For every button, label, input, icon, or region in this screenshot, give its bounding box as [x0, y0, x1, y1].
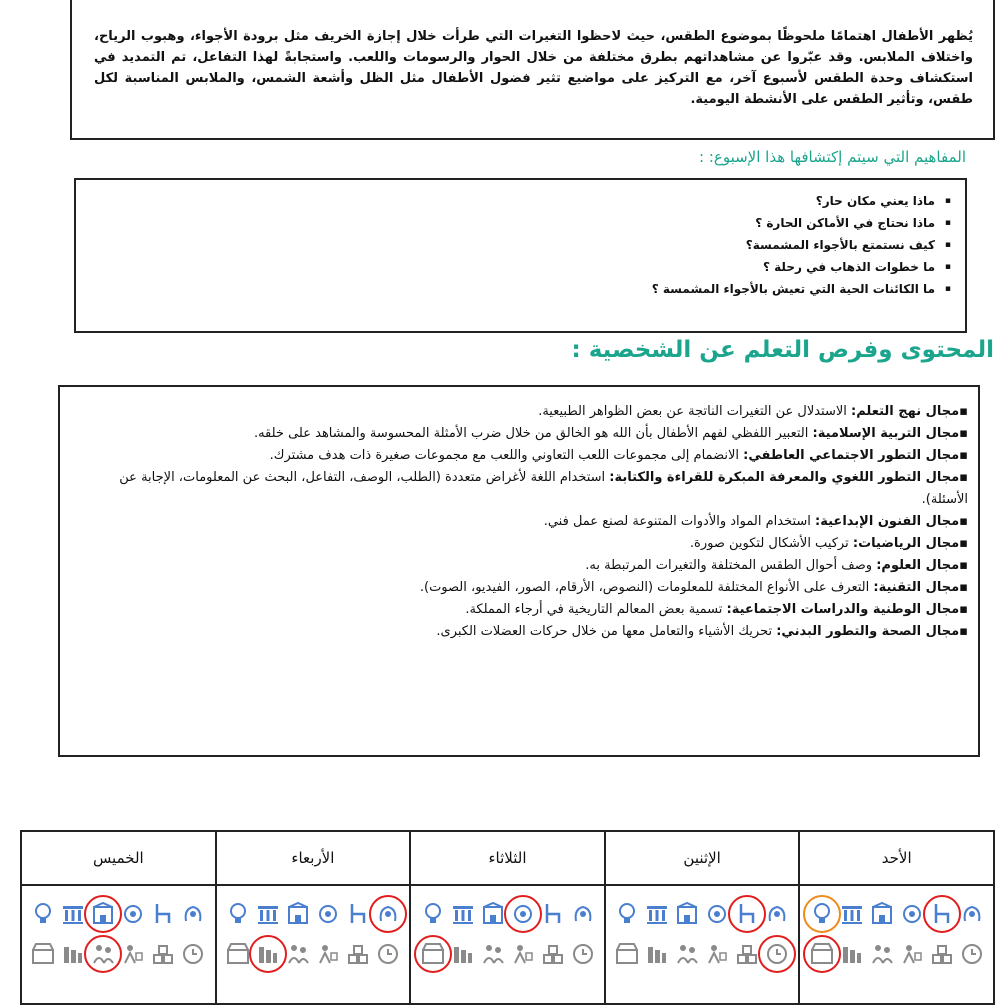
- building-icon: [285, 901, 311, 927]
- books-icon: [644, 941, 670, 967]
- concept-item: ▪ ما الكائنات الحية التي تعيش بالأجواء المشمسة ؟: [90, 278, 935, 300]
- notes-text: يُظهر الأطفال اهتمامًا ملحوظًا بموضوع الطقس، حيث لاحظوا التغيرات التي طرأت خلال إجازة الخريف مثل برودة الأجواء، وهبوب الرياح، واختلاف الملابس. وقد عبّروا عن مشاهداتهم بطرق مختلفة من خلال الحوار والرسومات واللعب. واستجابةً لهذا التفاعل، تم التمديد في استكشاف وحدة الطقس لأسبوع آخر، مع التركيز على مواضيع تثير فضول الأطفال مثل الظل وأشعة الشمس، والملابس المناسبة لكل طقس، وتأثير الطقس على الأنشطة اليومية.: [94, 29, 973, 107]
- concept-item: ▪ ما خطوات الذهاب في رحلة ؟: [90, 256, 935, 278]
- lightbulb-icon: [614, 901, 640, 927]
- columns-icon: [644, 901, 670, 927]
- columns-icon: [255, 901, 281, 927]
- center-icons-row: [217, 934, 410, 974]
- books-icon: [255, 941, 281, 967]
- books-icon: [839, 941, 865, 967]
- content-item-label: مجال الرياضيات:: [852, 536, 960, 551]
- concept-item: ▪ ماذا نحتاج في الأماكن الحارة ؟: [90, 212, 935, 234]
- columns-icon: [839, 901, 865, 927]
- puzzle-icon: [510, 901, 536, 927]
- center-icons-row: [606, 934, 799, 974]
- store-icon: [225, 941, 251, 967]
- day-cell-thursday: [21, 885, 216, 1004]
- columns-icon: [450, 901, 476, 927]
- selection-circle: [414, 935, 452, 973]
- reading-icon: [510, 941, 536, 967]
- content-item: ▪مجال التقنية: التعرف على الأنواع المختلفة للمعلومات (النصوص، الأرقام، الصور، الفيديو، الصوت).: [419, 580, 968, 595]
- puzzle-icon: [899, 901, 925, 927]
- content-item-label: مجال التطور الاجتماعي العاطفي:: [743, 448, 960, 463]
- store-icon: [420, 941, 446, 967]
- person-icon: [180, 901, 206, 927]
- center-icons-row: [217, 894, 410, 934]
- content-item-text: تسمية بعض المعالم التاريخية في أرجاء المملكة.: [465, 602, 727, 617]
- content-list: [80, 401, 968, 643]
- building-icon: [674, 901, 700, 927]
- content-item-text: التعرف على الأنواع المختلفة للمعلومات (النصوص، الأرقام، الصور، الفيديو، الصوت).: [419, 580, 874, 595]
- content-item-text: تركيب الأشكال لتكوين صورة.: [689, 536, 853, 551]
- day-header-tuesday: الثلاثاء: [410, 831, 605, 885]
- chair-icon: [540, 901, 566, 927]
- selection-circle: [249, 935, 287, 973]
- content-item: ▪مجال نهج التعلم: الاستدلال عن التغيرات الناتجة عن بعض الظواهر الطبيعية.: [538, 404, 968, 419]
- content-item: ▪مجال العلوم: وصف أحوال الطقس المختلفة والتغيرات المرتبطة به.: [585, 558, 968, 573]
- building-icon: [869, 901, 895, 927]
- selection-circle: [84, 935, 122, 973]
- books-icon: [60, 941, 86, 967]
- content-item-label: مجال نهج التعلم:: [851, 404, 960, 419]
- blocks-icon: [734, 941, 760, 967]
- content-item-label: مجال الوطنية والدراسات الاجتماعية:: [726, 602, 960, 617]
- selection-circle: [923, 895, 961, 933]
- blocks-icon: [150, 941, 176, 967]
- content-item: ▪مجال الصحة والتطور البدني: تحريك الأشياء والتعامل معها من خلال حركات العضلات الكبرى.: [436, 624, 968, 639]
- figures-icon: [674, 941, 700, 967]
- content-item-text: وصف أحوال الطقس المختلفة والتغيرات المرتبطة به.: [585, 558, 877, 573]
- content-item-label: مجال التقنية:: [873, 580, 960, 595]
- puzzle-icon: [120, 901, 146, 927]
- content-item-text: الانضمام إلى مجموعات اللعب التعاوني واللعب مع مجموعات صغيرة ذات هدف مشترك.: [269, 448, 744, 463]
- person-icon: [959, 901, 985, 927]
- blocks-icon: [929, 941, 955, 967]
- day-header-sunday: الأحد: [799, 831, 994, 885]
- clock-icon: [180, 941, 206, 967]
- columns-icon: [60, 901, 86, 927]
- day-cell-wednesday: [216, 885, 411, 1004]
- days-table: [20, 830, 995, 1005]
- clock-icon: [375, 941, 401, 967]
- figures-icon: [90, 941, 116, 967]
- content-item: ▪مجال الوطنية والدراسات الاجتماعية: تسمية بعض المعالم التاريخية في أرجاء المملكة.: [465, 602, 968, 617]
- days-header-row: [21, 831, 994, 885]
- reading-icon: [315, 941, 341, 967]
- selection-circle: [504, 895, 542, 933]
- building-icon: [480, 901, 506, 927]
- concept-item: ▪ كيف نستمتع بالأجواء المشمسة؟: [90, 234, 935, 256]
- clock-icon: [959, 941, 985, 967]
- lightbulb-icon: [809, 901, 835, 927]
- center-icons-row: [800, 894, 993, 934]
- books-icon: [450, 941, 476, 967]
- concepts-heading: المفاهيم التي سيتم إكتشافها هذا الإسبوع: :: [699, 148, 966, 166]
- chair-icon: [150, 901, 176, 927]
- content-item: ▪مجال التطور الاجتماعي العاطفي: الانضمام إلى مجموعات اللعب التعاوني واللعب مع مجموعات صغيرة ذات هدف مشترك.: [269, 448, 968, 463]
- lightbulb-icon: [225, 901, 251, 927]
- day-header-wednesday: الأربعاء: [216, 831, 411, 885]
- center-icons-row: [800, 934, 993, 974]
- puzzle-icon: [315, 901, 341, 927]
- store-icon: [614, 941, 640, 967]
- clock-icon: [570, 941, 596, 967]
- day-header-thursday: الخميس: [21, 831, 216, 885]
- content-item-label: مجال التطور اللغوي والمعرفة المبكرة للقراءة والكتابة:: [609, 470, 960, 485]
- figures-icon: [869, 941, 895, 967]
- center-icons-row: [22, 934, 215, 974]
- person-icon: [570, 901, 596, 927]
- reading-icon: [704, 941, 730, 967]
- center-icons-row: [411, 894, 604, 934]
- days-icons-row: [21, 885, 994, 1004]
- content-item-text: استخدام المواد والأدوات المتنوعة لصنع عمل فني.: [543, 514, 816, 529]
- selection-circle: [84, 895, 122, 933]
- content-item: ▪مجال التربية الإسلامية: التعبير اللفظي لفهم الأطفال بأن الله هو الخالق من خلال ضرب الأمثلة المحسوسة والمشاهد على خلقه.: [253, 426, 968, 441]
- chair-icon: [345, 901, 371, 927]
- selection-circle: [369, 895, 407, 933]
- blocks-icon: [540, 941, 566, 967]
- lightbulb-icon: [420, 901, 446, 927]
- blocks-icon: [345, 941, 371, 967]
- content-item-label: مجال الصحة والتطور البدني:: [776, 624, 960, 639]
- selection-circle: [803, 895, 841, 933]
- reading-icon: [899, 941, 925, 967]
- selection-circle: [758, 935, 796, 973]
- figures-icon: [285, 941, 311, 967]
- content-item: ▪مجال الفنون الإبداعية: استخدام المواد والأدوات المتنوعة لصنع عمل فني.: [543, 514, 968, 529]
- selection-circle: [803, 935, 841, 973]
- notes-box: [70, 0, 995, 140]
- day-cell-monday: [605, 885, 800, 1004]
- reading-icon: [120, 941, 146, 967]
- content-item: ▪مجال التطور اللغوي والمعرفة المبكرة للقراءة والكتابة: استخدام اللغة لأغراض متعددة (الطلب، الوصف، التفاعل، البحث عن المعلومات، الإجابة عن الأسئلة).: [119, 470, 968, 507]
- puzzle-icon: [704, 901, 730, 927]
- day-cell-sunday: [799, 885, 994, 1004]
- content-item-label: مجال الفنون الإبداعية:: [815, 514, 960, 529]
- person-icon: [375, 901, 401, 927]
- content-item-text: استخدام اللغة لأغراض متعددة (الطلب، الوصف، التفاعل، البحث عن المعلومات، الإجابة عن الأسئلة).: [119, 470, 968, 507]
- store-icon: [30, 941, 56, 967]
- concepts-list: [90, 190, 951, 300]
- selection-circle: [728, 895, 766, 933]
- content-heading: المحتوى وفرص التعلم عن الشخصية :: [571, 337, 994, 363]
- chair-icon: [734, 901, 760, 927]
- concepts-box: [74, 178, 967, 333]
- clock-icon: [764, 941, 790, 967]
- content-box: [58, 385, 980, 757]
- lightbulb-icon: [30, 901, 56, 927]
- content-item-text: التعبير اللفظي لفهم الأطفال بأن الله هو الخالق من خلال ضرب الأمثلة المحسوسة والمشاهد على خلقه.: [253, 426, 813, 441]
- center-icons-row: [606, 894, 799, 934]
- day-cell-tuesday: [410, 885, 605, 1004]
- content-item-label: مجال العلوم:: [876, 558, 960, 573]
- store-icon: [809, 941, 835, 967]
- content-item-label: مجال التربية الإسلامية:: [812, 426, 960, 441]
- center-icons-row: [411, 934, 604, 974]
- building-icon: [90, 901, 116, 927]
- content-item: ▪مجال الرياضيات: تركيب الأشكال لتكوين صورة.: [689, 536, 968, 551]
- content-item-text: تحريك الأشياء والتعامل معها من خلال حركات العضلات الكبرى.: [436, 624, 777, 639]
- chair-icon: [929, 901, 955, 927]
- center-icons-row: [22, 894, 215, 934]
- day-header-monday: الإثنين: [605, 831, 800, 885]
- content-item-text: الاستدلال عن التغيرات الناتجة عن بعض الظواهر الطبيعية.: [538, 404, 852, 419]
- concept-item: ▪ ماذا يعني مكان حار؟: [90, 190, 935, 212]
- person-icon: [764, 901, 790, 927]
- figures-icon: [480, 941, 506, 967]
